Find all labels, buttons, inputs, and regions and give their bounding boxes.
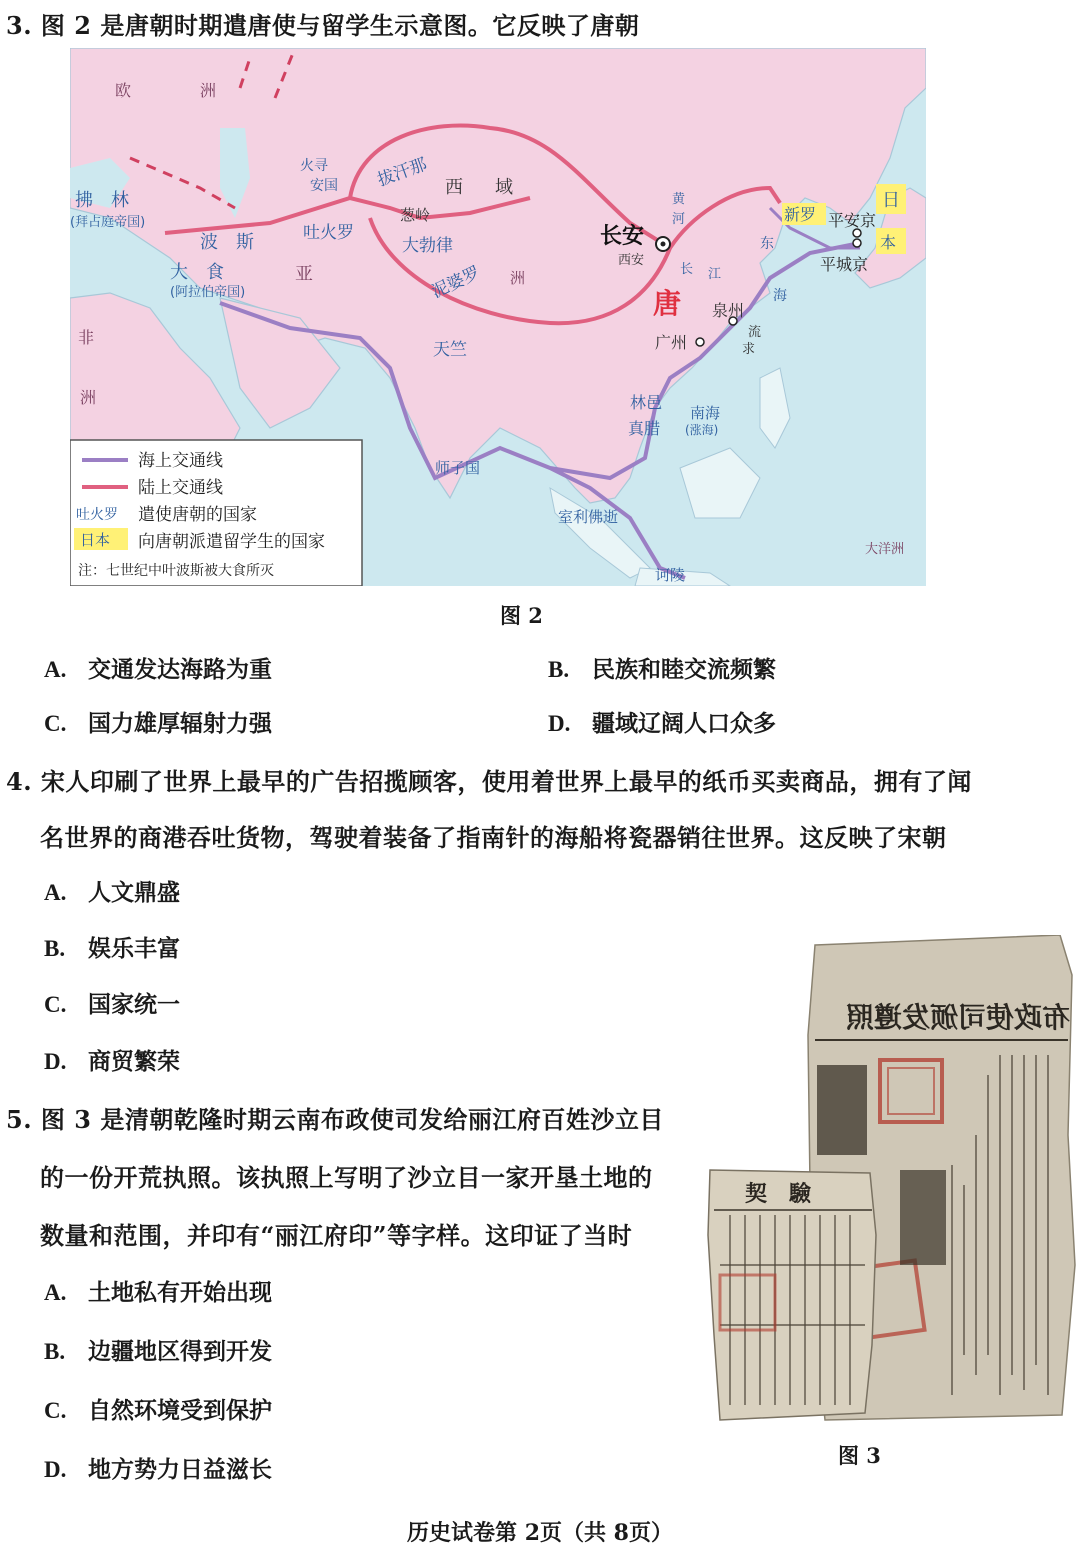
option-label: C. xyxy=(44,992,67,1017)
stamp-block-1 xyxy=(817,1065,867,1155)
option-label: B. xyxy=(548,657,570,682)
label-dashi-note: (阿拉伯帝国) xyxy=(170,285,246,300)
label-nanhai: 南海 xyxy=(690,404,721,422)
guangzhou-marker xyxy=(696,338,704,346)
label-liuqiu-2: 求 xyxy=(742,342,756,357)
option-text: 娱乐丰富 xyxy=(88,935,180,962)
label-heling: 诃陵 xyxy=(655,566,686,584)
legend-envoy: 遣使唐朝的国家 xyxy=(138,505,257,525)
option-text: 民族和睦交流频繁 xyxy=(592,656,776,683)
contract-seal-title: 契 驗 xyxy=(745,1181,812,1207)
label-dabolu: 大勃律 xyxy=(402,236,453,256)
option-text: 商贸繁荣 xyxy=(88,1048,180,1075)
option-label: C. xyxy=(44,711,67,736)
option-text: 人文鼎盛 xyxy=(88,879,180,906)
q4-stem-line-1: 4. 宋人印刷了世界上最早的广告招揽顾客，使用着世界上最早的纸币买卖商品，拥有了闻 xyxy=(6,767,972,796)
label-pinganjing: 平安京 xyxy=(828,211,877,230)
label-persia: 波 斯 xyxy=(200,232,254,253)
q3-option-c[interactable] xyxy=(44,705,272,738)
option-text: 自然环境受到保护 xyxy=(88,1397,272,1424)
option-label: D. xyxy=(44,1457,67,1482)
q4-option-a[interactable] xyxy=(44,874,180,907)
label-dayangzhou: 大洋洲 xyxy=(865,542,905,557)
legend-land: 陆上交通线 xyxy=(138,478,223,498)
label-changjiang-1: 长 xyxy=(680,262,694,277)
figure-3-caption: 图 3 xyxy=(838,1443,881,1468)
option-text: 国力雄厚辐射力强 xyxy=(88,710,272,737)
option-text: 土地私有开始出现 xyxy=(88,1279,272,1306)
label-europe-2: 洲 xyxy=(200,81,217,100)
label-zhenla: 真腊 xyxy=(628,419,661,438)
label-guangzhou: 广州 xyxy=(655,333,688,352)
label-linyi: 林邑 xyxy=(630,393,663,412)
option-label: A. xyxy=(44,657,67,682)
label-europe-1: 欧 xyxy=(115,81,132,100)
q5-option-a[interactable] xyxy=(44,1274,272,1307)
label-byzantium-note: (拜占庭帝国) xyxy=(70,215,146,230)
option-label: D. xyxy=(44,1049,67,1074)
label-hai: 海 xyxy=(773,288,787,304)
q3-option-a[interactable] xyxy=(44,651,272,684)
label-congling: 葱岭 xyxy=(400,206,431,224)
option-text: 交通发达海路为重 xyxy=(88,656,272,683)
label-quanzhou: 泉州 xyxy=(712,301,745,320)
label-xiyu-2: 域 xyxy=(495,177,513,198)
map-legend xyxy=(70,440,362,586)
q5-option-c[interactable] xyxy=(44,1392,272,1425)
option-label: B. xyxy=(44,1339,66,1364)
q4-option-d[interactable] xyxy=(44,1043,180,1076)
label-huoxun: 火寻 xyxy=(300,158,328,174)
legend-student: 向唐朝派遣留学生的国家 xyxy=(138,532,325,552)
contract-front-sheet xyxy=(708,1170,876,1420)
option-text: 地方势力日益滋长 xyxy=(88,1456,272,1483)
q5-option-b[interactable] xyxy=(44,1333,272,1366)
label-ri: 日 xyxy=(882,190,900,211)
page-footer: 历史试卷第 2页（共 8页） xyxy=(407,1520,673,1546)
pinganjing-marker xyxy=(853,229,861,237)
q3-option-d[interactable] xyxy=(548,705,776,738)
option-text: 边疆地区得到开发 xyxy=(88,1338,272,1365)
label-xian: 西安 xyxy=(618,253,645,268)
label-shiziguo: 师子国 xyxy=(435,459,481,477)
label-donghai: 东 xyxy=(760,236,774,252)
label-xiyu-1: 西 xyxy=(445,177,463,198)
q5-stem-line-2: 的一份开荒执照。该执照上写明了沙立目一家开垦土地的 xyxy=(40,1163,653,1192)
option-label: A. xyxy=(44,1280,67,1305)
label-africa-1: 非 xyxy=(78,328,95,347)
label-bahanna: 拔汗那 xyxy=(374,154,430,191)
label-africa-2: 洲 xyxy=(80,388,97,407)
label-ya: 亚 xyxy=(295,264,313,285)
label-liuqiu-1: 流 xyxy=(748,325,762,340)
legend-note: 注：七世纪中叶波斯被大食所灭 xyxy=(78,563,274,579)
land-license-photo xyxy=(700,935,1080,1425)
label-shilifoshi: 室利佛逝 xyxy=(558,508,619,526)
label-zhanghai: (涨海) xyxy=(685,423,719,437)
label-huanghe-1: 黄 xyxy=(672,192,686,207)
license-heading: 布政使司颁发遵照 xyxy=(845,1001,1070,1034)
stamp-block-2 xyxy=(900,1170,946,1265)
label-byzantium: 拂 林 xyxy=(75,190,129,211)
legend-sample-envoy: 吐火罗 xyxy=(76,507,118,523)
pingchengjing-marker xyxy=(853,239,861,247)
label-tang: 唐 xyxy=(653,287,682,320)
option-label: D. xyxy=(548,711,571,736)
label-zhou: 洲 xyxy=(510,269,526,287)
q5-stem-line-3: 数量和范围，并印有“丽江府印”等字样。这印证了当时 xyxy=(40,1221,633,1250)
option-label: A. xyxy=(44,880,67,905)
label-changan: 长安 xyxy=(600,224,645,249)
legend-sea: 海上交通线 xyxy=(138,451,223,471)
label-huanghe-2: 河 xyxy=(672,212,686,227)
option-text: 疆域辽阔人口众多 xyxy=(592,710,776,737)
q4-option-b[interactable] xyxy=(44,930,180,963)
option-label: B. xyxy=(44,936,66,961)
tang-envoy-map xyxy=(70,48,926,586)
label-ben: 本 xyxy=(880,233,897,252)
label-dashi: 大 食 xyxy=(170,262,224,283)
label-tianzhu: 天竺 xyxy=(433,340,467,360)
q4-option-c[interactable] xyxy=(44,986,180,1019)
legend-sample-student: 日本 xyxy=(80,531,111,549)
q5-option-d[interactable] xyxy=(44,1451,272,1484)
q4-stem-line-2: 名世界的商港吞吐货物，驾驶着装备了指南针的海船将瓷器销往世界。这反映了宋朝 xyxy=(40,823,947,852)
q3-stem: 3. 图 2 是唐朝时期遣唐使与留学生示意图。它反映了唐朝 xyxy=(6,11,640,40)
q3-option-b[interactable] xyxy=(548,651,776,684)
option-label: C. xyxy=(44,1398,67,1423)
label-anguo: 安国 xyxy=(310,178,338,194)
label-changjiang-2: 江 xyxy=(708,267,722,282)
figure-2-caption: 图 2 xyxy=(500,603,543,628)
label-xinluo: 新罗 xyxy=(784,205,817,224)
label-pingchengjing: 平城京 xyxy=(820,255,869,274)
label-tuhuoluo: 吐火罗 xyxy=(303,223,354,243)
q5-stem-line-1: 5. 图 3 是清朝乾隆时期云南布政使司发给丽江府百姓沙立目 xyxy=(6,1105,664,1134)
label-niboluo: 泥婆罗 xyxy=(428,262,484,303)
option-text: 国家统一 xyxy=(88,991,180,1018)
